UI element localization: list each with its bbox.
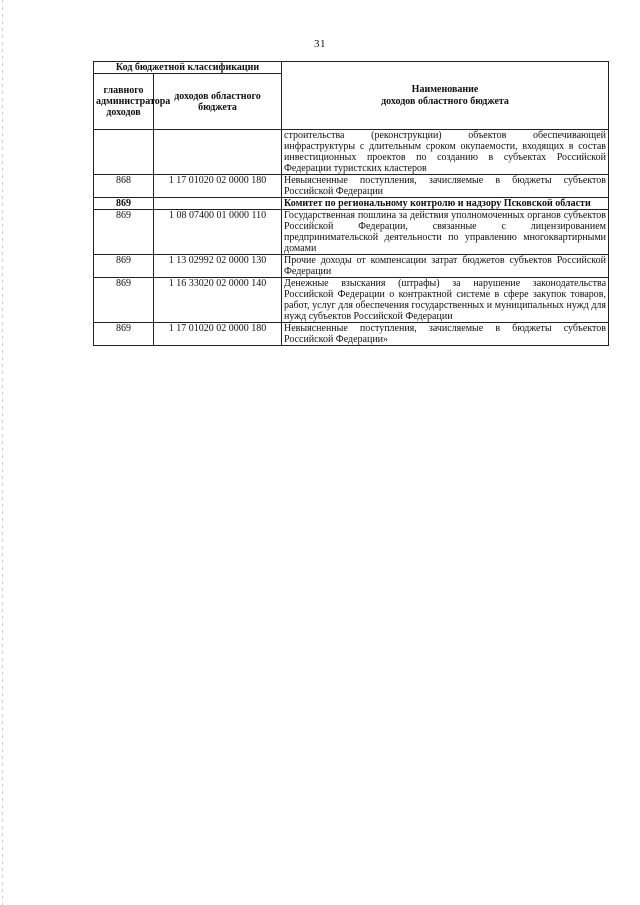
admin-code-cell: 869 [94, 198, 154, 210]
admin-code-cell: 869 [94, 323, 154, 346]
table-row [94, 210, 609, 255]
income-name-cell: Невыясненные поступления, зачисляемые в бюджеты субъектов Российской Федерации» [282, 323, 609, 346]
income-name-cell: строительства (реконструкции) объектов обеспечивающей инфраструктуры с длительным сроком окупаемости, входящих в состав инвестиционных проектов по созданию в субъектах Российской Федерации туристских кластеров [282, 130, 609, 175]
income-code-cell: 1 08 07400 01 0000 110 [154, 210, 282, 255]
income-name-cell: Прочие доходы от компенсации затрат бюджетов субъектов Российской Федерации [282, 255, 609, 278]
table-row [94, 175, 609, 198]
income-name-header-line2: доходов областного бюджета [381, 95, 509, 107]
table-row [94, 323, 609, 346]
code-column-header: доходов областного бюджета [154, 74, 282, 130]
budget-code-group-header: Код бюджетной классификации [94, 62, 282, 74]
admin-code-cell [94, 130, 154, 175]
income-code-cell: 1 17 01020 02 0000 180 [154, 175, 282, 198]
budget-classification-table [93, 61, 609, 346]
income-name-cell: Денежные взыскания (штрафы) за нарушение законодательства Российской Федерации о контрактной системе в сфере закупок товаров, работ, услуг для обеспечения государственных и муниципальных нужд для нужд субъектов Российской Федерации [282, 278, 609, 323]
income-code-cell [154, 198, 282, 210]
income-name-cell: Невыясненные поступления, зачисляемые в бюджеты субъектов Российской Федерации [282, 175, 609, 198]
admin-code-cell: 869 [94, 210, 154, 255]
income-name-header-line1: Наименование [411, 83, 479, 95]
table-row [94, 278, 609, 323]
income-code-cell [154, 130, 282, 175]
table-row-section-heading [94, 198, 609, 210]
income-code-cell: 1 17 01020 02 0000 180 [154, 323, 282, 346]
admin-code-cell: 868 [94, 175, 154, 198]
income-code-cell: 1 16 33020 02 0000 140 [154, 278, 282, 323]
income-name-header [282, 62, 609, 130]
scan-left-edge [2, 0, 3, 905]
page-number: 31 [314, 38, 326, 50]
table-row [94, 255, 609, 278]
admin-code-cell: 869 [94, 278, 154, 323]
admin-column-header: главного администратора доходов [94, 74, 154, 130]
administrator-name-cell: Комитет по региональному контролю и надзору Псковской области [282, 198, 609, 210]
income-name-cell: Государственная пошлина за действия уполномоченных органов субъектов Российской Федерации, связанные с лицензированием предпринимательской деятельности по управлению многоквартирными домами [282, 210, 609, 255]
income-code-cell: 1 13 02992 02 0000 130 [154, 255, 282, 278]
admin-code-cell: 869 [94, 255, 154, 278]
table-row [94, 130, 609, 175]
